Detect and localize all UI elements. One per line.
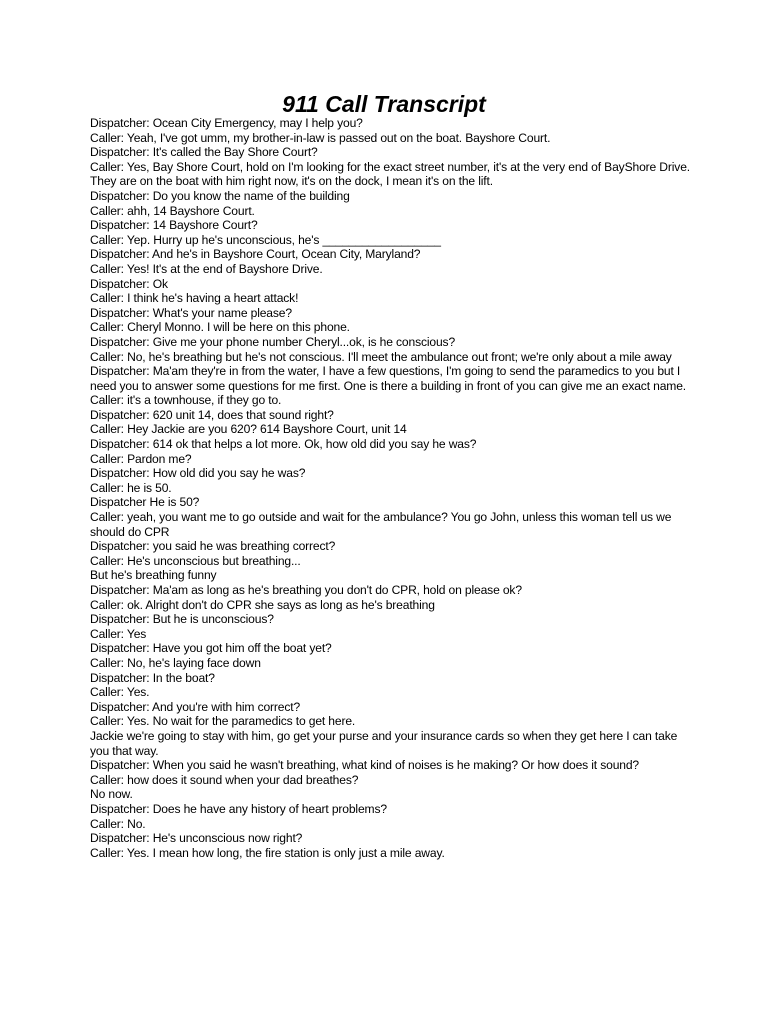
transcript-line: Dispatcher: What's your name please? <box>90 305 292 320</box>
transcript-line: Dispatcher: Ma'am as long as he's breathing you don't do CPR, hold on please ok? <box>90 583 522 597</box>
transcript-line: Caller: ahh, 14 Bayshore Court. <box>90 203 255 218</box>
transcript-line: Dispatcher: Ocean City Emergency, may I help you? <box>90 116 363 130</box>
transcript-line: Dispatcher: But he is unconscious? <box>90 612 274 627</box>
transcript-line: No now. <box>90 787 133 802</box>
transcript-line: Dispatcher: Ma'am they're in from the water, I have a few questions, I'm going to send the paramedics to you but I need you to answer some questions for me first. One is there a building in front of you can give me an exact name. <box>90 364 686 393</box>
transcript-line: Jackie we're going to stay with him, go get your purse and your insurance cards so when they get here I can take you that way. <box>90 728 678 758</box>
transcript-line: Dispatcher: And you're with him correct? <box>90 699 301 714</box>
transcript-line: Caller: ok. Alright don't do CPR she says as long as he's breathing <box>90 597 435 612</box>
transcript-line: Caller: Pardon me? <box>90 451 192 466</box>
transcript-line: Dispatcher: 614 ok that helps a lot more. Ok, how old did you say he was? <box>90 437 477 452</box>
transcript-line: Caller: No. <box>90 816 146 831</box>
transcript-line: Caller: it's a townhouse, if they go to. <box>90 393 282 408</box>
transcript-line: Dispatcher: In the boat? <box>90 670 215 685</box>
transcript-line: Caller: Yep. Hurry up he's unconscious, he's __________________ <box>90 232 441 247</box>
transcript-line: Dispatcher: He's unconscious now right? <box>90 831 303 846</box>
transcript-line: Dispatcher: It's called the Bay Shore Court? <box>90 145 318 160</box>
transcript-line: Dispatcher: When you said he wasn't breathing, what kind of noises is he making? Or how does it sound? <box>90 758 640 773</box>
transcript-line: Caller: Yes. I mean how long, the fire station is only just a mile away. <box>90 845 445 860</box>
transcript-line: Caller: Yes! It's at the end of Bayshore Drive. <box>90 261 323 276</box>
transcript-line: Dispatcher: 14 Bayshore Court? <box>90 218 258 233</box>
transcript-line: Dispatcher: Have you got him off the boat yet? <box>90 641 332 656</box>
transcript-line: Caller: Yes. No wait for the paramedics to get here. <box>90 714 356 729</box>
transcript-line: Caller: he is 50. <box>90 480 172 495</box>
transcript-line: Dispatcher: Ok <box>90 276 168 291</box>
transcript-line: Caller: Yeah, I've got umm, my brother-in-law is passed out on the boat. Bayshore Court. <box>90 130 551 145</box>
transcript-line: Dispatcher: Does he have any history of heart problems? <box>90 801 387 816</box>
transcript-line: Caller: Hey Jackie are you 620? 614 Bayshore Court, unit 14 <box>90 422 407 437</box>
transcript-line: Dispatcher: 620 unit 14, does that sound right? <box>90 407 334 422</box>
transcript-line: Dispatcher: Give me your phone number Cheryl...ok, is he conscious? <box>90 334 456 349</box>
transcript-line: Caller: No, he's breathing but he's not conscious. I'll meet the ambulance out front; we're only about a mile away <box>90 349 672 364</box>
transcript-line: Caller: Yes. <box>90 685 150 700</box>
transcript-line: Caller: I think he's having a heart attack! <box>90 291 299 306</box>
document-title: 911 Call Transcript <box>282 91 486 117</box>
transcript-line: Dispatcher: And he's in Bayshore Court, Ocean City, Maryland? <box>90 247 421 262</box>
transcript-line: Dispatcher: How old did you say he was? <box>90 466 306 481</box>
transcript-line: Caller: Cheryl Monno. I will be here on this phone. <box>90 320 350 335</box>
transcript-line: But he's breathing funny <box>90 568 217 583</box>
transcript-line: Caller: He's unconscious but breathing... <box>90 553 301 568</box>
transcript-line: Caller: No, he's laying face down <box>90 655 261 670</box>
transcript-body <box>90 116 690 860</box>
transcript-line: Caller: Yes, Bay Shore Court, hold on I'm looking for the exact street number, it's at the very end of BayShore Drive. They are on the boat with him right now, it's on the dock, I mean it's on the lift. <box>90 159 690 189</box>
transcript-line: Caller: how does it sound when your dad breathes? <box>90 772 359 787</box>
transcript-line: Dispatcher: you said he was breathing correct? <box>90 539 336 554</box>
transcript-line: Dispatcher He is 50? <box>90 495 200 510</box>
transcript-line: Caller: yeah, you want me to go outside and wait for the ambulance? You go John, unless this woman tell us we should do CPR <box>90 510 672 539</box>
transcript-line: Caller: Yes <box>90 626 147 641</box>
transcript-line: Dispatcher: Do you know the name of the building <box>90 188 350 203</box>
